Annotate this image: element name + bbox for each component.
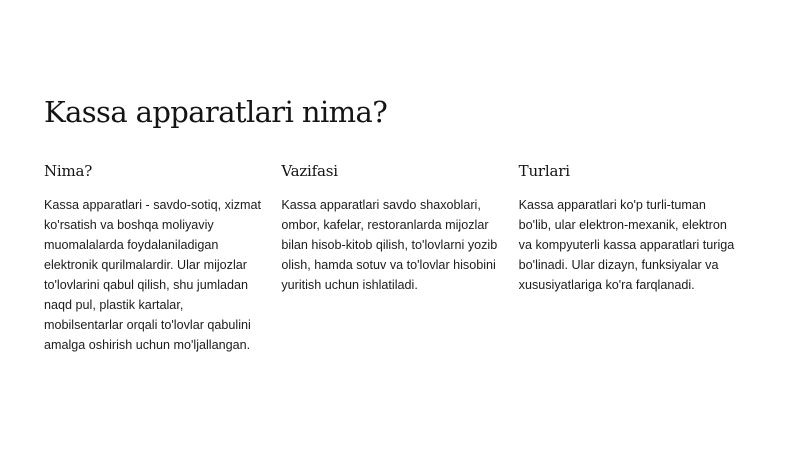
- column-title: Turlari: [518, 162, 570, 180]
- column-title: Nima?: [44, 162, 93, 180]
- page-title: Kassa apparatlari nima?: [44, 95, 388, 129]
- column-vazifasi: [281, 160, 518, 355]
- column-nima: [44, 160, 281, 355]
- column-text: Kassa apparatlari ko'p turli-tuman bo'lib, ular elektron-mexanik, elektron va kompyuterli kassa apparatlari turiga bo'linadi. Ular dizayn, funksiyalar va xususiyatlariga ko'ra farqlanadi.: [518, 198, 735, 292]
- column-text: Kassa apparatlari - savdo-sotiq, xizmat ko'rsatish va boshqa moliyaviy muomalalarda foydalaniladigan elektronik qurilmalardir. Ular mijozlar to'lovlarini qabul qilish, shu jumladan naqd pul, plastik kartalar, mobilsentarlar orqali to'lovlar qabulini amalga oshirish uchun mo'ljallangan.: [44, 198, 261, 352]
- column-text: Kassa apparatlari savdo shaxoblari, ombor, kafelar, restoranlarda mijozlar bilan hisob-kitob qilish, to'lovlarni yozib olish, hamda sotuv va to'lovlar hisobini yuritish uchun ishlatiladi.: [281, 198, 498, 292]
- column-turlari: [519, 160, 756, 355]
- content-columns: [44, 160, 756, 355]
- column-title: Vazifasi: [281, 162, 338, 180]
